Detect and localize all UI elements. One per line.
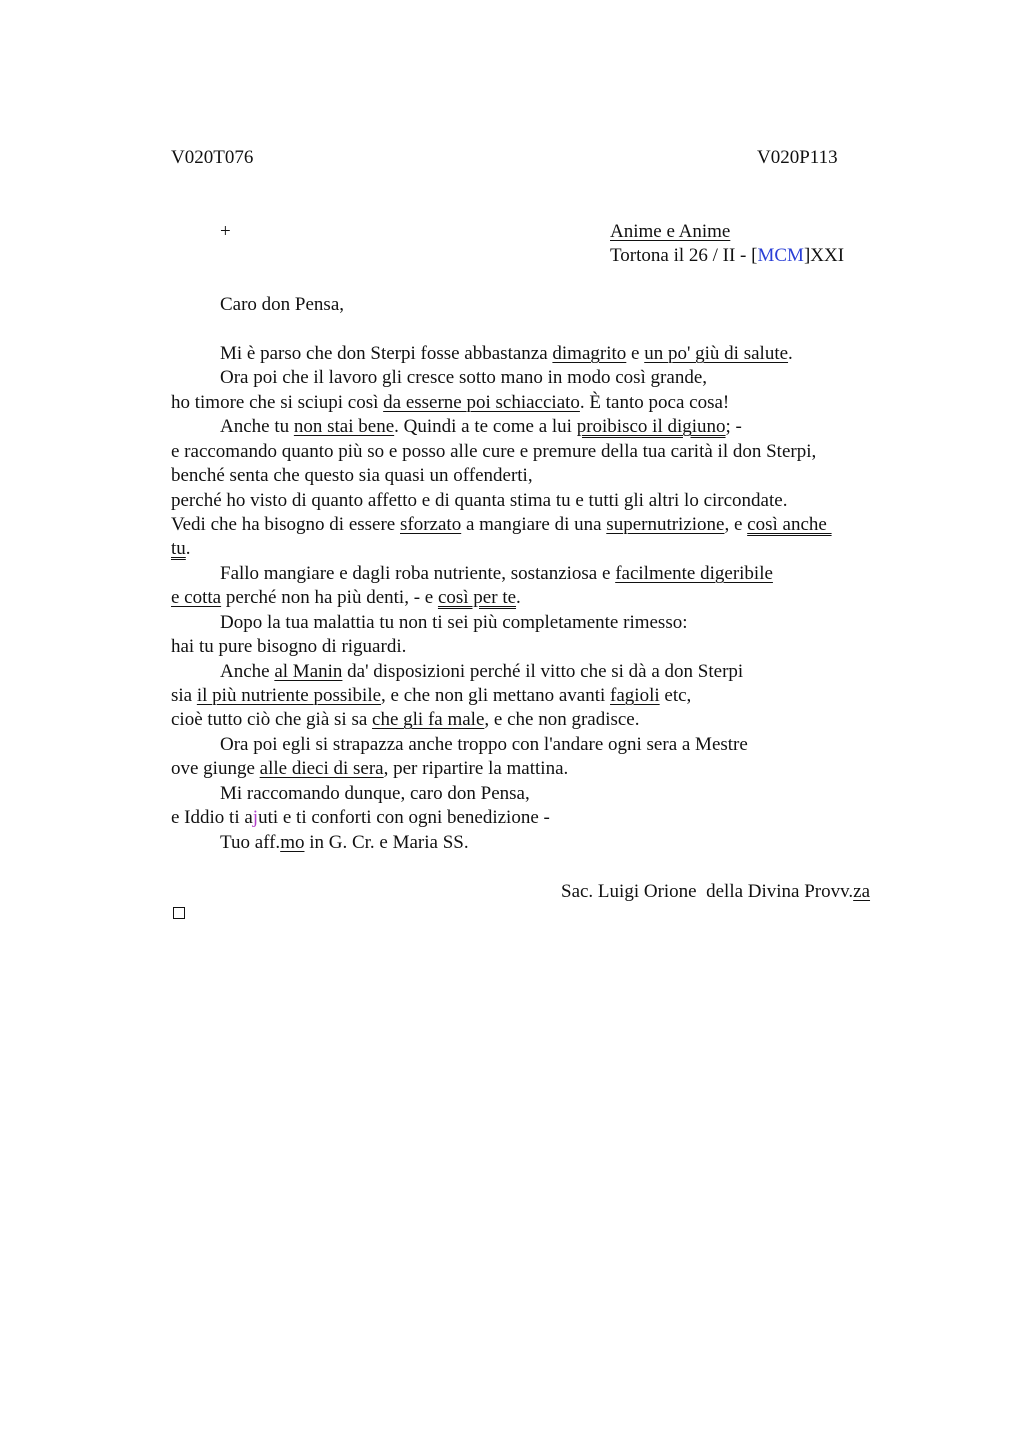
salutation: Caro don Pensa, [220,294,345,315]
date-editorial-insert: MCM [757,245,804,266]
body-line: e raccomando quanto più so e posso alle cure e premure della tua carità il don Sterpi, [171,441,817,462]
letter-heading-title: Anime e Anime [610,221,731,242]
body-line: Dopo la tua malattia tu non ti sei più completamente rimesso: [220,612,688,633]
body-line: Anche tu non stai bene. Quindi a te come a lui proibisco il digiuno; - [220,416,742,437]
body-line: Anche al Manin da' disposizioni perché il vitto che si dà a don Sterpi [220,661,744,682]
date-prefix: Tortona il 26 / II - [ [610,245,758,266]
body-line: e Iddio ti ajuti e ti conforti con ogni benedizione - [171,807,550,828]
document-code-left: V020T076 [171,147,254,168]
date-suffix: ]XXI [803,245,845,266]
body-line: hai tu pure bisogno di riguardi. [171,636,407,657]
closing-line: Tuo aff.mo in G. Cr. e Maria SS. [220,832,469,853]
body-line: perché ho visto di quanto affetto e di quanta stima tu e tutti gli altri lo circondate. [171,490,788,511]
body-line: Ora poi che il lavoro gli cresce sotto mano in modo così grande, [220,367,708,388]
body-line: ove giunge alle dieci di sera, per ripartire la mattina. [171,758,569,779]
body-line: benché senta che questo sia quasi un offenderti, [171,465,533,486]
document-code-right: V020P113 [757,147,838,168]
end-square-icon [173,907,185,919]
body-line: Fallo mangiare e dagli roba nutriente, sostanziosa e facilmente digeribile [220,563,773,584]
body-line: ho timore che si sciupi così da esserne poi schiacciato. È tanto poca cosa! [171,392,730,413]
body-line: Ora poi egli si strapazza anche troppo con l'andare ogni sera a Mestre [220,734,748,755]
editorial-letter: j [252,807,259,828]
body-line: Vedi che ha bisogno di essere sforzato a mangiare di una supernutrizione, e così anche [171,514,832,535]
signature: Sac. Luigi Orione della Divina Provv.za [561,881,871,902]
letter-date [610,244,844,268]
body-line: cioè tutto ciò che già si sa che gli fa male, e che non gradisce. [171,709,640,730]
body-line: Mi è parso che don Sterpi fosse abbastanza dimagrito e un po' giù di salute. [220,343,793,364]
body-line: sia il più nutriente possibile, e che non gli mettano avanti fagioli etc, [171,685,692,706]
body-line: tu. [171,538,191,559]
body-line: e cotta perché non ha più denti, - e così per te. [171,587,521,608]
body-line: Mi raccomando dunque, caro don Pensa, [220,783,530,804]
cross-mark: + [220,221,231,242]
